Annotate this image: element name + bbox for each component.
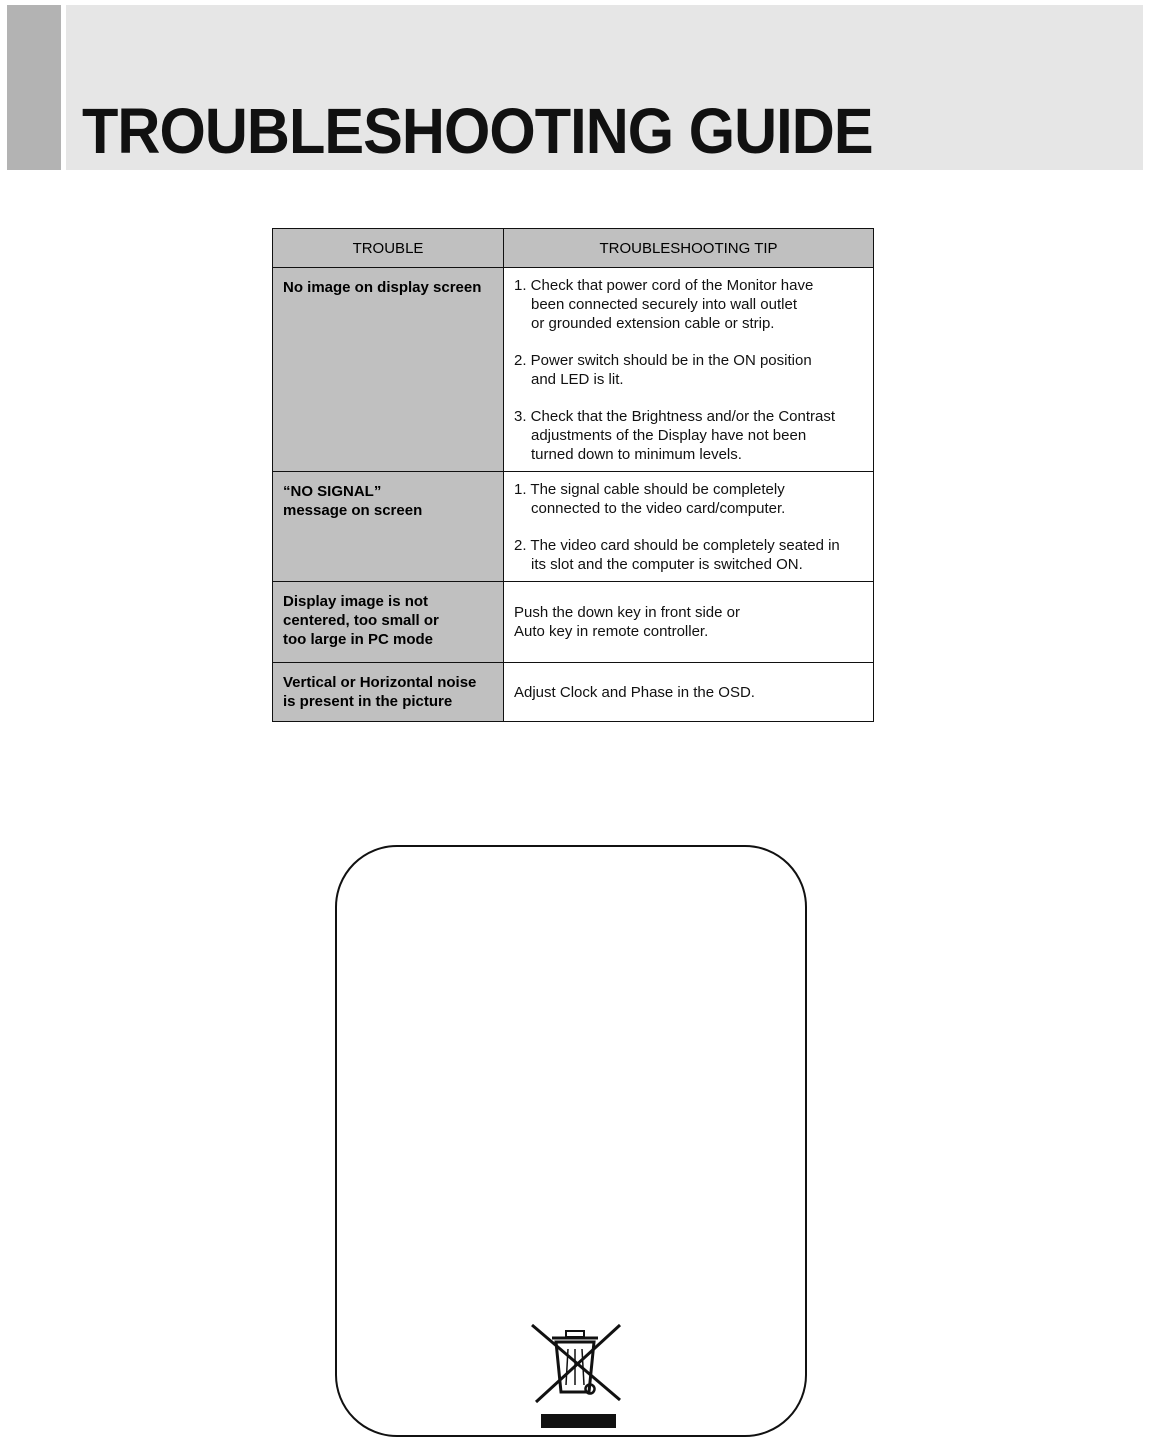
header-accent-block — [7, 5, 61, 170]
table-row — [273, 663, 874, 722]
tip-cell — [504, 472, 874, 582]
tip-step: 3. Check that the Brightness and/or the Contrast adjustments of the Display have not been turned down to minimum levels. — [514, 408, 836, 463]
column-header-trouble: TROUBLE — [273, 229, 504, 268]
trouble-cell: “NO SIGNAL” message on screen — [273, 472, 504, 582]
trouble-cell: Display image is not centered, too small or too large in PC mode — [273, 582, 504, 663]
tip-cell — [504, 268, 874, 472]
table-row — [273, 582, 874, 663]
table-row — [273, 268, 874, 472]
table-row — [273, 472, 874, 582]
troubleshooting-table — [272, 228, 874, 722]
trouble-cell: No image on display screen — [273, 268, 504, 472]
tip-cell: Adjust Clock and Phase in the OSD. — [504, 663, 874, 722]
table-header-row — [273, 229, 874, 268]
tip-cell: Push the down key in front side or Auto key in remote controller. — [504, 582, 874, 663]
tip-step: 1. The signal cable should be completely connected to the video card/computer. — [514, 481, 786, 517]
trouble-cell: Vertical or Horizontal noise is present in the picture — [273, 663, 504, 722]
column-header-tip: TROUBLESHOOTING TIP — [504, 229, 874, 268]
crossed-out-wheelie-bin-icon — [528, 1322, 624, 1430]
tip-step: 2. The video card should be completely seated in its slot and the computer is switched ON. — [514, 537, 840, 573]
tip-step: 1. Check that power cord of the Monitor have been connected securely into wall outlet or grounded extension cable or strip. — [514, 277, 814, 332]
page-title: TROUBLESHOOTING GUIDE — [82, 95, 873, 167]
tip-step: 2. Power switch should be in the ON position and LED is lit. — [514, 352, 812, 388]
